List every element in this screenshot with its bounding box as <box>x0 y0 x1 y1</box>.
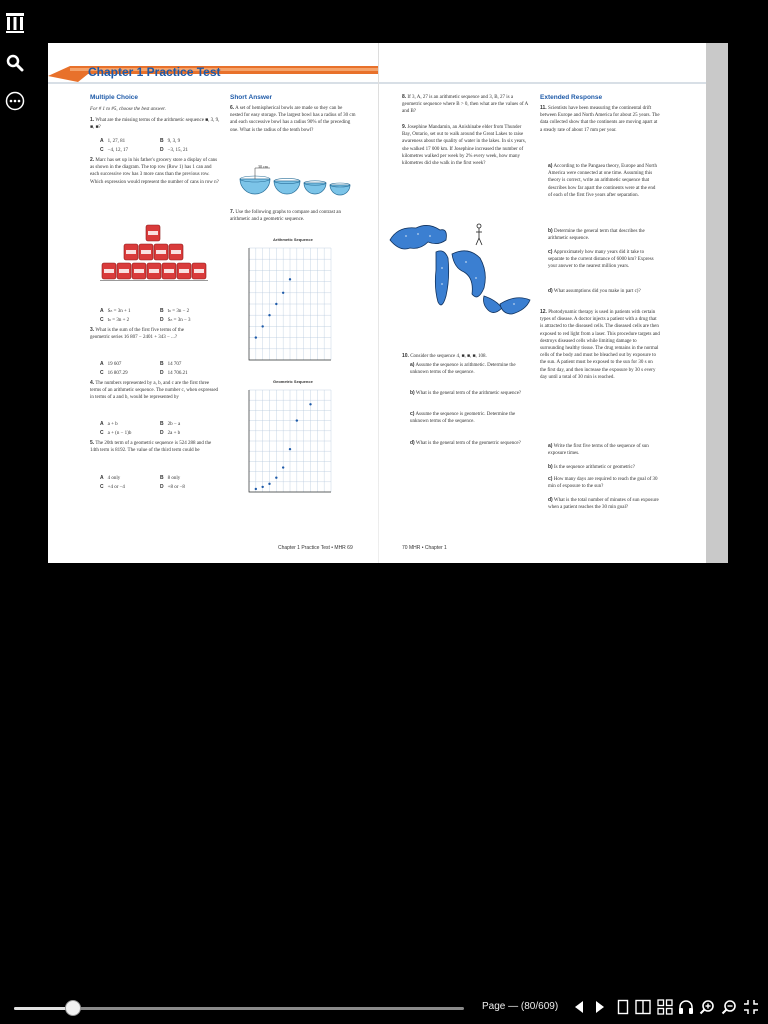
arithmetic-graph-title: Arithmetic Sequence <box>273 237 313 242</box>
more-icon[interactable] <box>4 90 26 112</box>
great-lakes-map <box>388 218 533 343</box>
q11-part-c: c) Approximately how many years did it take to separate to the current distance of 6000 km? Express your answer to the nearest million years. <box>548 249 654 270</box>
bowls-figure <box>238 165 356 207</box>
page-slider-handle[interactable] <box>65 1000 81 1016</box>
q12-part-a: a) Write the first five terms of the sequence of sun exposure times. <box>548 443 649 457</box>
question-12: 12. Photodynamic therapy is used in patients with certain types of disease. A doctor injects a patient with a drug that is attracted to the diseased cells. The diseased cells are then exposed to red light from a laser. This procedure targets and destroys diseased cells while limiting damage to surrounding healthy tissue. The drug remains in the normal cells of the body and must be bleached out by exposure to the sun. A patient must be exposed to the sun for 30 s on the first day, and then increase the exposure by 30 s every day until a total of 30 min is reached. <box>540 309 660 380</box>
chapter-title: Chapter 1 Practice Test <box>88 65 221 79</box>
question-4-text: The numbers represented by a, b, and c are the first three terms of an arithmetic sequence. The number c, when expressed in terms of a and b, would be represented by <box>90 381 219 401</box>
q1-option-a: A 1, 27, 81 <box>100 138 126 144</box>
q11-part-d: d) What assumptions did you make in part c)? <box>548 288 641 294</box>
question-6: 6. A set of hemispherical bowls are made so they can be nested for easy storage. The largest bowl has a radius of 30 cm and each successive bowl has a radius 90% of the preceding one. What is the radius of the tenth bowl? <box>230 105 356 133</box>
mc-heading: Multiple Choice <box>90 94 139 101</box>
thumbnails-icon[interactable] <box>656 998 674 1016</box>
question-2-text: Marc has set up in his father's grocery store a display of cans as shown in the diagram. The top row (Row 1) has 1 can and each successive row has 3 more cans than the previous row. Which expression would represent the number of cans in row n? <box>90 158 219 185</box>
q4-option-d: D 2a + b <box>160 430 181 436</box>
question-6-text: A set of hemispherical bowls are made so they can be nested for easy storage. The largest bowl has a radius of 30 cm and each successive bowl has a radius 90% of the preceding one. What is the radius of the tenth bowl? <box>230 106 356 133</box>
page-edge <box>706 43 728 563</box>
q4-option-b: B 2b − a <box>160 421 181 427</box>
q4-option-c: C a + (n − 1)b <box>100 430 132 436</box>
cans-pyramid-figure <box>98 223 208 301</box>
question-10-text: Consider the sequence 4, ■, ■, ■, 108. <box>410 354 487 359</box>
geometric-graph-point <box>309 403 311 405</box>
mc-intro: For # 1 to #5, choose the best answer. <box>90 107 166 112</box>
question-8: 8. If 3, A, 27 is an arithmetic sequence and 3, B, 27 is a geometric sequence where B > 0, then what are the values of A and B? <box>402 94 528 115</box>
q1-option-b: B 9, 3, 9 <box>160 138 181 144</box>
q5-option-b: B 8 only <box>160 475 181 481</box>
er-heading: Extended Response <box>540 94 603 101</box>
zoom-in-icon[interactable] <box>698 998 716 1016</box>
double-page-icon[interactable] <box>634 998 652 1016</box>
q10-part-d: d) What is the general term of the geometric sequence? <box>410 440 521 446</box>
question-3: 3. What is the sum of the first five terms of the geometric series 16 807 − 2401 + 343 − ...? <box>90 327 184 341</box>
q12-part-b: b) Is the sequence arithmetic or geometric? <box>548 464 635 470</box>
q11-part-a: a) According to the Pangaea theory, Europe and North America were connected at one time. Assuming this theory is correct, write an arithmetic sequence that describes how far apart the continents were at the end of each of the first five years after separation. <box>548 163 657 198</box>
q2-option-a: A Sₙ = 3n + 1 <box>100 308 131 314</box>
q4-option-a: A a + b <box>100 421 118 427</box>
q3-option-a: A 19 607 <box>100 361 122 367</box>
right-page-footer: 70 MHR • Chapter 1 <box>402 545 447 551</box>
arithmetic-graph-point <box>255 336 257 338</box>
geometric-graph-point <box>296 419 298 421</box>
exit-fullscreen-icon[interactable] <box>742 998 760 1016</box>
q12-part-c: c) How many days are required to reach the goal of 30 min of exposure to the sun? <box>548 476 658 490</box>
geometric-graph-point <box>282 466 284 468</box>
arithmetic-graph-point <box>289 278 291 280</box>
question-12-text: Photodynamic therapy is used in patients with certain types of disease. A doctor injects a patient with a drug that is attracted to the diseased cells. The diseased cells are then exposed to red light from a laser. This procedure targets and destroys diseased cells while limiting damage to surrounding healthy tissue. The drug remains in the normal cells of the body and must be bleached out by exposure to the sun. A patient must be exposed to the sun for 30 s on the first day, and then increase the exposure by 30 s every day until a total of 30 min is reached. <box>540 310 660 380</box>
arithmetic-graph-point <box>282 292 284 294</box>
arithmetic-graph <box>241 236 335 368</box>
zoom-out-icon[interactable] <box>720 998 738 1016</box>
q2-option-d: D Sₙ = 3n − 3 <box>160 317 191 323</box>
question-11-text: Scientists have been measuring the continental drift between Europe and North America for about 25 years. The data collected show that the continents are moving apart at a steady rate of about 17 mm per year. <box>540 106 660 133</box>
page-indicator: Page — (80/609) <box>482 1001 559 1012</box>
question-10: 10. Consider the sequence 4, ■, ■, ■, 108. <box>402 353 487 359</box>
next-page-icon[interactable] <box>591 998 609 1016</box>
question-5: 5. The 20th term of a geometric sequence is 524 288 and the 14th term is 8192. The value of the third term could be <box>90 440 212 454</box>
page-spread <box>48 43 728 563</box>
question-1: 1. What are the missing terms of the arithmetic sequence ■, 3, 9, ■, ■? <box>90 117 220 131</box>
search-icon[interactable] <box>4 52 26 74</box>
geometric-graph-point <box>289 448 291 450</box>
q10-part-b: b) What is the general term of the arithmetic sequence? <box>410 390 522 396</box>
q5-option-a: A 4 only <box>100 475 121 481</box>
arithmetic-graph-point <box>268 314 270 316</box>
sa-heading: Short Answer <box>230 94 273 101</box>
page-gutter <box>378 43 379 563</box>
question-1-text: What are the missing terms of the arithmetic sequence ■, 3, 9, ■, ■? <box>90 118 220 131</box>
q1-option-d: D −3, 15, 21 <box>160 147 188 153</box>
question-9-text: Josephine Mandamin, an Anishinabe elder from Thunder Bay, Ontario, set out to walk around the Great Lakes to raise awareness about the quality of water in the lakes. In six years, she walked 17 000 km. If Josephine increased the number of kilometres walked per week by 2% every week, how many kilometres did she walk in the first week? <box>402 125 526 167</box>
question-2: 2. Marc has set up in his father's grocery store a display of cans as shown in the diagram. The top row (Row 1) has 1 can and each successive row has 3 more cans than the previous row. Which expression would represent the number of cans in row n? <box>90 157 219 185</box>
audio-icon[interactable] <box>677 998 695 1016</box>
q3-option-c: C 16 807.29 <box>100 370 128 376</box>
left-page-footer: Chapter 1 Practice Test • MHR 69 <box>278 545 353 551</box>
question-4: 4. The numbers represented by a, b, and c are the first three terms of an arithmetic sequence. The number c, when expressed in terms of a and b, would be represented by <box>90 380 219 401</box>
arithmetic-graph-point <box>275 303 277 305</box>
single-page-icon[interactable] <box>614 998 632 1016</box>
question-9: 9. Josephine Mandamin, an Anishinabe elder from Thunder Bay, Ontario, set out to walk around the Great Lakes to raise awareness about the quality of water in the lakes. In six years, she walked 17 000 km. If Josephine increased the number of kilometres walked per week by 2% every week, how many kilometres did she walk in the first week? <box>402 124 526 167</box>
page-slider-track[interactable] <box>14 1007 464 1010</box>
geometric-graph-point <box>255 488 257 490</box>
q2-option-c: C tₙ = 3n + 2 <box>100 317 130 323</box>
question-7-text: Use the following graphs to compare and contrast an arithmetic and a geometric sequence. <box>230 210 341 223</box>
arithmetic-graph-point <box>261 325 263 327</box>
question-3-text: What is the sum of the first five terms of the geometric series 16 807 − 2401 + 343 − ...? <box>90 328 184 341</box>
q3-option-b: B 14 707 <box>160 361 182 367</box>
q2-option-b: B tₙ = 3n − 2 <box>160 308 190 314</box>
geometric-graph-title: Geometric Sequence <box>273 379 313 384</box>
q1-option-c: C −4, 12, 17 <box>100 147 128 153</box>
q12-part-d: d) What is the total number of minutes of sun exposure when a patient reaches the 30 min goal? <box>548 497 659 511</box>
q5-option-d: D +8 or −8 <box>160 484 185 490</box>
geometric-graph-point <box>275 477 277 479</box>
q10-part-a: a) Assume the sequence is arithmetic. Determine the unknown terms of the sequence. <box>410 362 516 376</box>
q3-option-d: D 14 706.21 <box>160 370 188 376</box>
geometric-graph <box>241 378 335 500</box>
previous-page-icon[interactable] <box>570 998 588 1016</box>
question-5-text: The 20th term of a geometric sequence is 524 288 and the 14th term is 8192. The value of the third term could be <box>90 441 212 454</box>
q11-part-b: b) Determine the general term that describes the arithmetic sequence. <box>548 228 645 242</box>
question-7: 7. Use the following graphs to compare and contrast an arithmetic and a geometric sequence. <box>230 209 341 223</box>
geometric-graph-point <box>261 486 263 488</box>
geometric-graph-point <box>268 483 270 485</box>
bowl-label: 30 cm <box>258 164 268 169</box>
q5-option-c: C +4 or −4 <box>100 484 125 490</box>
library-icon[interactable] <box>4 12 26 34</box>
question-8-text: If 3, A, 27 is an arithmetic sequence and 3, B, 27 is a geometric sequence where B > 0, then what are the values of A and B? <box>402 95 528 115</box>
q10-part-c: c) Assume the sequence is geometric. Determine the unknown terms of the sequence. <box>410 411 516 425</box>
question-11: 11. Scientists have been measuring the continental drift between Europe and North America for about 25 years. The data collected show that the continents are moving apart at a steady rate of about 17 mm per year. <box>540 105 660 133</box>
